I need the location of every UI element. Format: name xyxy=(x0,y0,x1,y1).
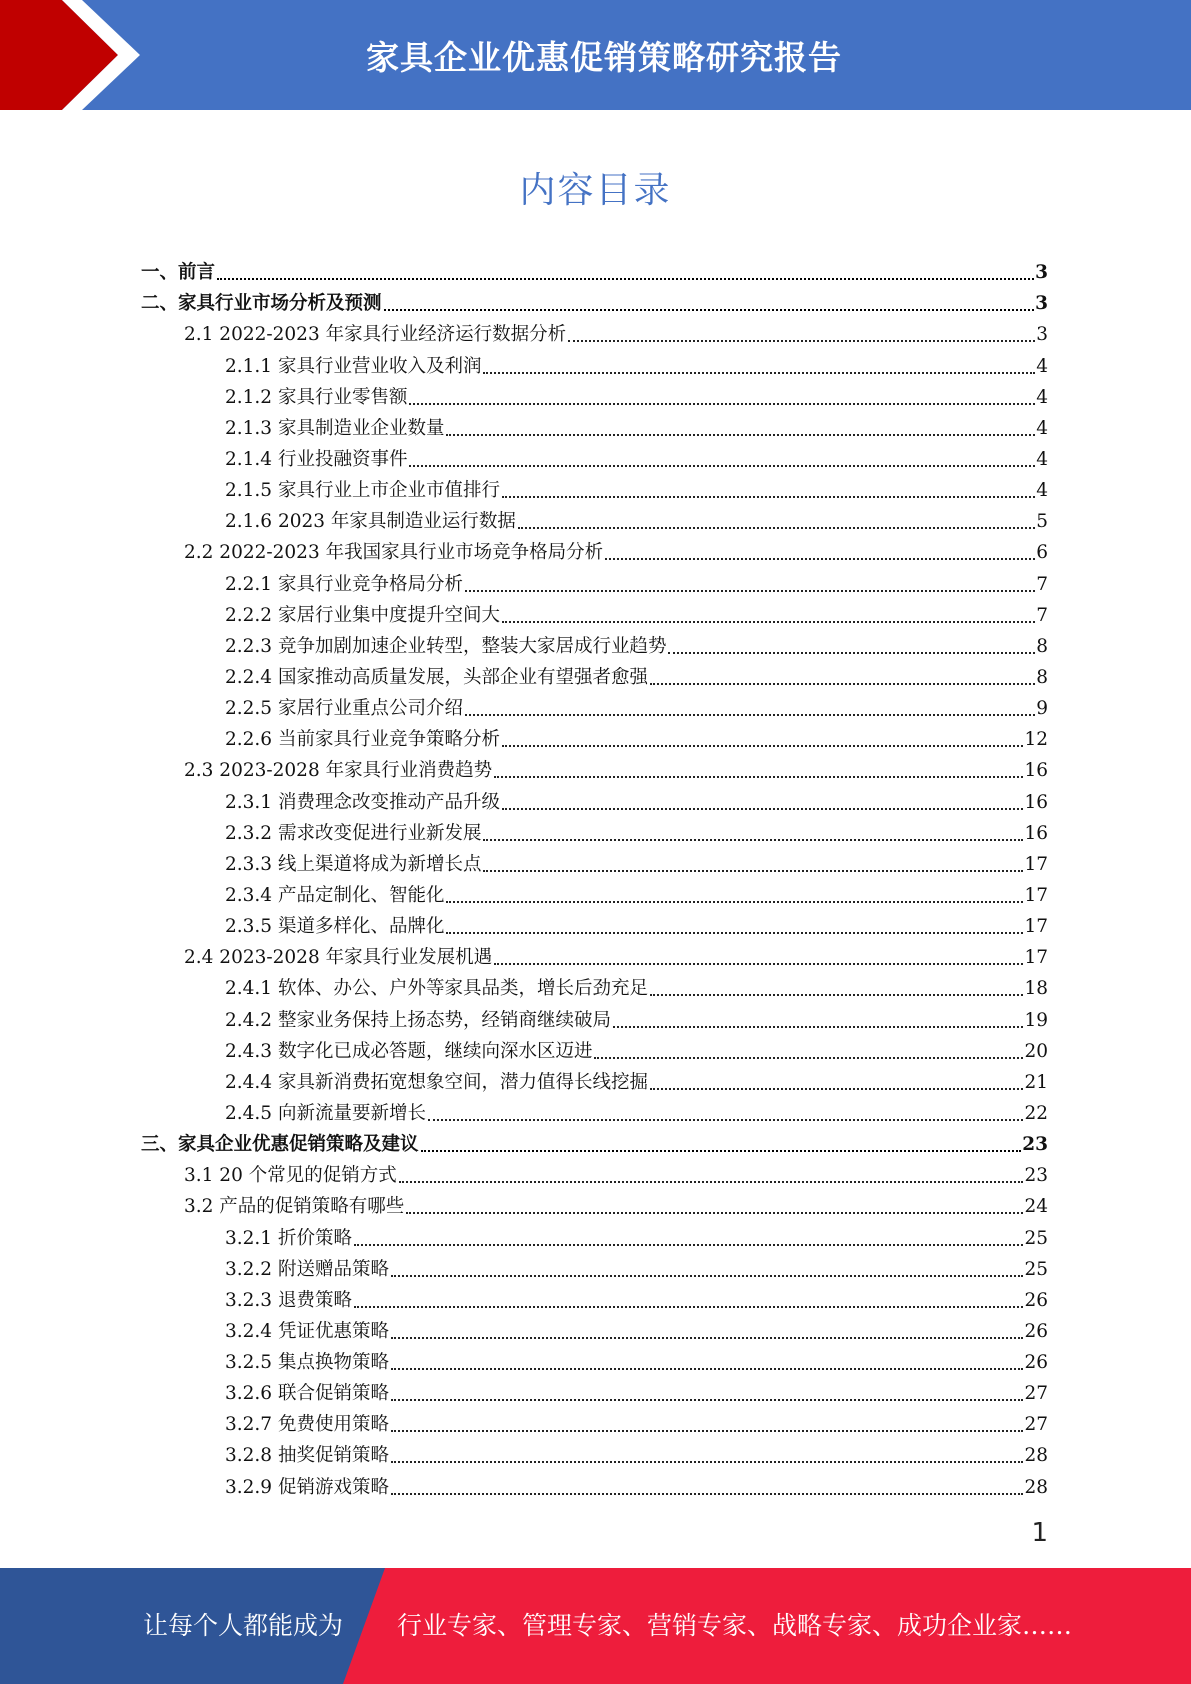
toc-entry[interactable] xyxy=(141,1313,1048,1344)
footer-slogan-left: 让每个人都能成为 xyxy=(143,1611,344,1640)
toc-entry-page: 16 xyxy=(1024,760,1048,782)
toc-entry[interactable] xyxy=(141,565,1048,596)
toc-entry-label: 2.3.3 线上渠道将成为新增长点 xyxy=(225,853,482,875)
toc-dot-leader xyxy=(428,1119,1023,1121)
toc-entry-label: 2.1.2 家具行业零售额 xyxy=(225,386,408,408)
toc-entry[interactable] xyxy=(141,254,1048,285)
toc-entry-label: 2.2.3 竞争加剧加速企业转型，整装大家居成行业趋势 xyxy=(225,635,667,657)
toc-entry-label: 2.2.2 家居行业集中度提升空间大 xyxy=(225,604,500,626)
toc-entry[interactable] xyxy=(141,690,1048,721)
toc-entry-label: 2.2.1 家具行业竞争格局分析 xyxy=(225,573,463,595)
toc-entry-page: 5 xyxy=(1036,511,1048,533)
toc-entry-label: 3.2.2 附送赠品策略 xyxy=(225,1258,389,1280)
toc-entry[interactable] xyxy=(141,410,1048,441)
toc-entry[interactable] xyxy=(141,1157,1048,1188)
toc-dot-leader xyxy=(483,839,1023,841)
toc-entry-page: 22 xyxy=(1024,1102,1048,1124)
toc-entry[interactable] xyxy=(141,752,1048,783)
toc-entry-label: 2.3.4 产品定制化、智能化 xyxy=(225,884,445,906)
toc-dot-leader xyxy=(568,340,1035,342)
toc-entry-label: 3.2.3 退费策略 xyxy=(225,1289,352,1311)
toc-dot-leader xyxy=(399,1181,1024,1183)
toc-entry[interactable] xyxy=(141,1468,1048,1499)
toc-entry-page: 19 xyxy=(1024,1009,1048,1031)
table-of-contents xyxy=(141,254,1048,1500)
toc-dot-leader xyxy=(502,621,1035,623)
toc-entry-label: 3.2.5 集点换物策略 xyxy=(225,1352,389,1374)
toc-dot-leader xyxy=(668,652,1035,654)
toc-entry-label: 2.3.5 渠道多样化、品牌化 xyxy=(225,916,445,938)
page-number: 1 xyxy=(1031,1518,1048,1548)
toc-entry-label: 3.2.8 抽奖促销策略 xyxy=(225,1445,389,1467)
toc-dot-leader xyxy=(391,1461,1023,1463)
header-band xyxy=(0,0,1191,110)
toc-entry-label: 2.1.3 家具制造业企业数量 xyxy=(225,417,445,439)
toc-entry-label: 2.1.4 行业投融资事件 xyxy=(225,448,408,470)
toc-dot-leader xyxy=(391,1275,1023,1277)
toc-dot-leader xyxy=(465,590,1035,592)
toc-entry-page: 16 xyxy=(1024,822,1048,844)
toc-entry-label: 2.2.6 当前家具行业竞争策略分析 xyxy=(225,729,500,751)
toc-dot-leader xyxy=(446,434,1035,436)
toc-entry-page: 4 xyxy=(1036,355,1048,377)
toc-entry-page: 26 xyxy=(1024,1320,1048,1342)
toc-dot-leader xyxy=(465,714,1035,716)
toc-entry[interactable] xyxy=(141,1437,1048,1468)
toc-entry[interactable] xyxy=(141,1344,1048,1375)
toc-dot-leader xyxy=(354,1244,1024,1246)
toc-dot-leader xyxy=(409,403,1035,405)
toc-dot-leader xyxy=(483,372,1035,374)
toc-entry-page: 23 xyxy=(1024,1165,1048,1187)
toc-entry-page: 27 xyxy=(1024,1414,1048,1436)
toc-dot-leader xyxy=(409,465,1035,467)
toc-entry-page: 25 xyxy=(1024,1258,1048,1280)
toc-entry[interactable] xyxy=(141,1188,1048,1219)
footer-slogan-right: 行业专家、管理专家、营销专家、战略专家、成功企业家…… xyxy=(397,1611,1073,1640)
toc-entry-label: 2.1.6 2023 年家具制造业运行数据 xyxy=(225,511,516,533)
toc-entry-page: 9 xyxy=(1036,698,1048,720)
toc-entry-page: 4 xyxy=(1036,448,1048,470)
toc-entry-page: 21 xyxy=(1024,1071,1048,1093)
toc-dot-leader xyxy=(391,1337,1023,1339)
toc-entry-label: 2.1.1 家具行业营业收入及利润 xyxy=(225,355,482,377)
toc-entry[interactable] xyxy=(141,970,1048,1001)
toc-entry[interactable] xyxy=(141,1406,1048,1437)
toc-entry-label: 3.2.7 免费使用策略 xyxy=(225,1414,389,1436)
toc-entry[interactable] xyxy=(141,1033,1048,1064)
toc-entry[interactable] xyxy=(141,472,1048,503)
toc-dot-leader xyxy=(494,776,1023,778)
toc-dot-leader xyxy=(483,870,1023,872)
toc-entry-label: 2.3.1 消费理念改变推动产品升级 xyxy=(225,791,500,813)
toc-entry[interactable] xyxy=(141,441,1048,472)
toc-entry-label: 三、家具企业优惠促销策略及建议 xyxy=(141,1134,419,1156)
toc-entry-page: 20 xyxy=(1024,1040,1048,1062)
toc-entry-label: 二、家具行业市场分析及预测 xyxy=(141,293,382,315)
toc-entry[interactable] xyxy=(141,721,1048,752)
toc-entry-page: 8 xyxy=(1036,635,1048,657)
toc-entry-page: 17 xyxy=(1024,947,1048,969)
toc-entry-label: 3.2 产品的促销策略有哪些 xyxy=(184,1196,405,1218)
toc-entry[interactable] xyxy=(141,597,1048,628)
toc-entry[interactable] xyxy=(141,846,1048,877)
toc-dot-leader xyxy=(650,994,1023,996)
toc-entry[interactable] xyxy=(141,939,1048,970)
toc-entry-label: 2.4.4 家具新消费拓宽想象空间，潜力值得长线挖掘 xyxy=(225,1071,648,1093)
toc-entry-page: 16 xyxy=(1024,791,1048,813)
toc-entry-label: 2.1 2022-2023 年家具行业经济运行数据分析 xyxy=(184,324,567,346)
toc-entry-page: 12 xyxy=(1024,729,1048,751)
toc-dot-leader xyxy=(613,1026,1023,1028)
toc-entry[interactable] xyxy=(141,783,1048,814)
toc-dot-leader xyxy=(518,527,1035,529)
toc-dot-leader xyxy=(421,1150,1022,1152)
toc-entry-label: 2.2.4 国家推动高质量发展，头部企业有望强者愈强 xyxy=(225,666,648,688)
toc-entry[interactable] xyxy=(141,877,1048,908)
toc-dot-leader xyxy=(354,1306,1024,1308)
toc-entry[interactable] xyxy=(141,1251,1048,1282)
toc-entry[interactable] xyxy=(141,1126,1048,1157)
toc-dot-leader xyxy=(594,1057,1023,1059)
toc-entry[interactable] xyxy=(141,908,1048,939)
toc-entry-page: 3 xyxy=(1035,293,1048,315)
toc-entry[interactable] xyxy=(141,285,1048,316)
toc-entry-page: 7 xyxy=(1036,573,1048,595)
toc-entry-page: 27 xyxy=(1024,1383,1048,1405)
toc-entry-label: 3.2.6 联合促销策略 xyxy=(225,1383,389,1405)
toc-entry-page: 8 xyxy=(1036,666,1048,688)
toc-entry-page: 28 xyxy=(1024,1476,1048,1498)
toc-entry-label: 2.1.5 家具行业上市企业市值排行 xyxy=(225,480,500,502)
toc-entry-label: 2.4.2 整家业务保持上扬态势，经销商继续破局 xyxy=(225,1009,611,1031)
toc-entry[interactable] xyxy=(141,503,1048,534)
toc-entry-label: 3.2.1 折价策略 xyxy=(225,1227,352,1249)
toc-entry[interactable] xyxy=(141,534,1048,565)
toc-dot-leader xyxy=(502,745,1023,747)
toc-entry-page: 26 xyxy=(1024,1352,1048,1374)
footer-band xyxy=(0,1568,1191,1684)
toc-dot-leader xyxy=(494,963,1023,965)
toc-entry-label: 2.4 2023-2028 年家具行业发展机遇 xyxy=(184,947,493,969)
toc-dot-leader xyxy=(446,932,1023,934)
toc-dot-leader xyxy=(217,278,1034,280)
toc-dot-leader xyxy=(502,808,1023,810)
toc-entry-page: 4 xyxy=(1036,417,1048,439)
toc-entry-label: 2.4.3 数字化已成必答题，继续向深水区迈进 xyxy=(225,1040,593,1062)
toc-entry-page: 26 xyxy=(1024,1289,1048,1311)
toc-entry-page: 4 xyxy=(1036,480,1048,502)
toc-entry-label: 2.3.2 需求改变促进行业新发展 xyxy=(225,822,482,844)
toc-entry-page: 17 xyxy=(1024,884,1048,906)
toc-entry[interactable] xyxy=(141,659,1048,690)
toc-entry-label: 2.2.5 家居行业重点公司介绍 xyxy=(225,698,463,720)
toc-entry[interactable] xyxy=(141,1282,1048,1313)
toc-entry-label: 3.2.9 促销游戏策略 xyxy=(225,1476,389,1498)
toc-dot-leader xyxy=(406,1212,1023,1214)
toc-dot-leader xyxy=(391,1493,1023,1495)
toc-dot-leader xyxy=(391,1368,1023,1370)
toc-entry[interactable] xyxy=(141,815,1048,846)
toc-entry[interactable] xyxy=(141,1064,1048,1095)
toc-entry-page: 18 xyxy=(1024,978,1048,1000)
toc-entry-label: 3.2.4 凭证优惠策略 xyxy=(225,1320,389,1342)
toc-dot-leader xyxy=(384,309,1035,311)
toc-dot-leader xyxy=(650,1088,1023,1090)
toc-entry-page: 24 xyxy=(1024,1196,1048,1218)
toc-entry-page: 17 xyxy=(1024,916,1048,938)
toc-entry-label: 2.3 2023-2028 年家具行业消费趋势 xyxy=(184,760,493,782)
toc-dot-leader xyxy=(391,1399,1023,1401)
toc-entry[interactable] xyxy=(141,347,1048,378)
toc-entry-page: 7 xyxy=(1036,604,1048,626)
toc-entry-page: 23 xyxy=(1022,1134,1048,1156)
toc-entry-page: 4 xyxy=(1036,386,1048,408)
toc-entry-label: 2.4.1 软体、办公、户外等家具品类，增长后劲充足 xyxy=(225,978,648,1000)
toc-dot-leader xyxy=(391,1430,1023,1432)
toc-entry-page: 17 xyxy=(1024,853,1048,875)
toc-dot-leader xyxy=(650,683,1035,685)
toc-dot-leader xyxy=(605,558,1035,560)
toc-entry[interactable] xyxy=(141,1219,1048,1250)
toc-entry-page: 3 xyxy=(1035,262,1048,284)
toc-entry-page: 28 xyxy=(1024,1445,1048,1467)
toc-entry-label: 一、前言 xyxy=(141,262,216,284)
toc-heading: 内容目录 xyxy=(519,170,672,211)
report-title: 家具企业优惠促销策略研究报告 xyxy=(366,37,842,77)
toc-entry-label: 2.2 2022-2023 年我国家具行业市场竞争格局分析 xyxy=(184,542,604,564)
toc-entry[interactable] xyxy=(141,316,1048,347)
toc-entry-page: 6 xyxy=(1036,542,1048,564)
toc-entry[interactable] xyxy=(141,1095,1048,1126)
toc-entry-page: 3 xyxy=(1036,324,1048,346)
toc-entry-label: 3.1 20 个常见的促销方式 xyxy=(184,1165,397,1187)
toc-entry[interactable] xyxy=(141,1001,1048,1032)
toc-entry[interactable] xyxy=(141,1375,1048,1406)
toc-entry[interactable] xyxy=(141,628,1048,659)
toc-dot-leader xyxy=(502,496,1035,498)
toc-entry-label: 2.4.5 向新流量要新增长 xyxy=(225,1102,426,1124)
toc-dot-leader xyxy=(446,901,1023,903)
toc-entry[interactable] xyxy=(141,379,1048,410)
toc-entry-page: 25 xyxy=(1024,1227,1048,1249)
